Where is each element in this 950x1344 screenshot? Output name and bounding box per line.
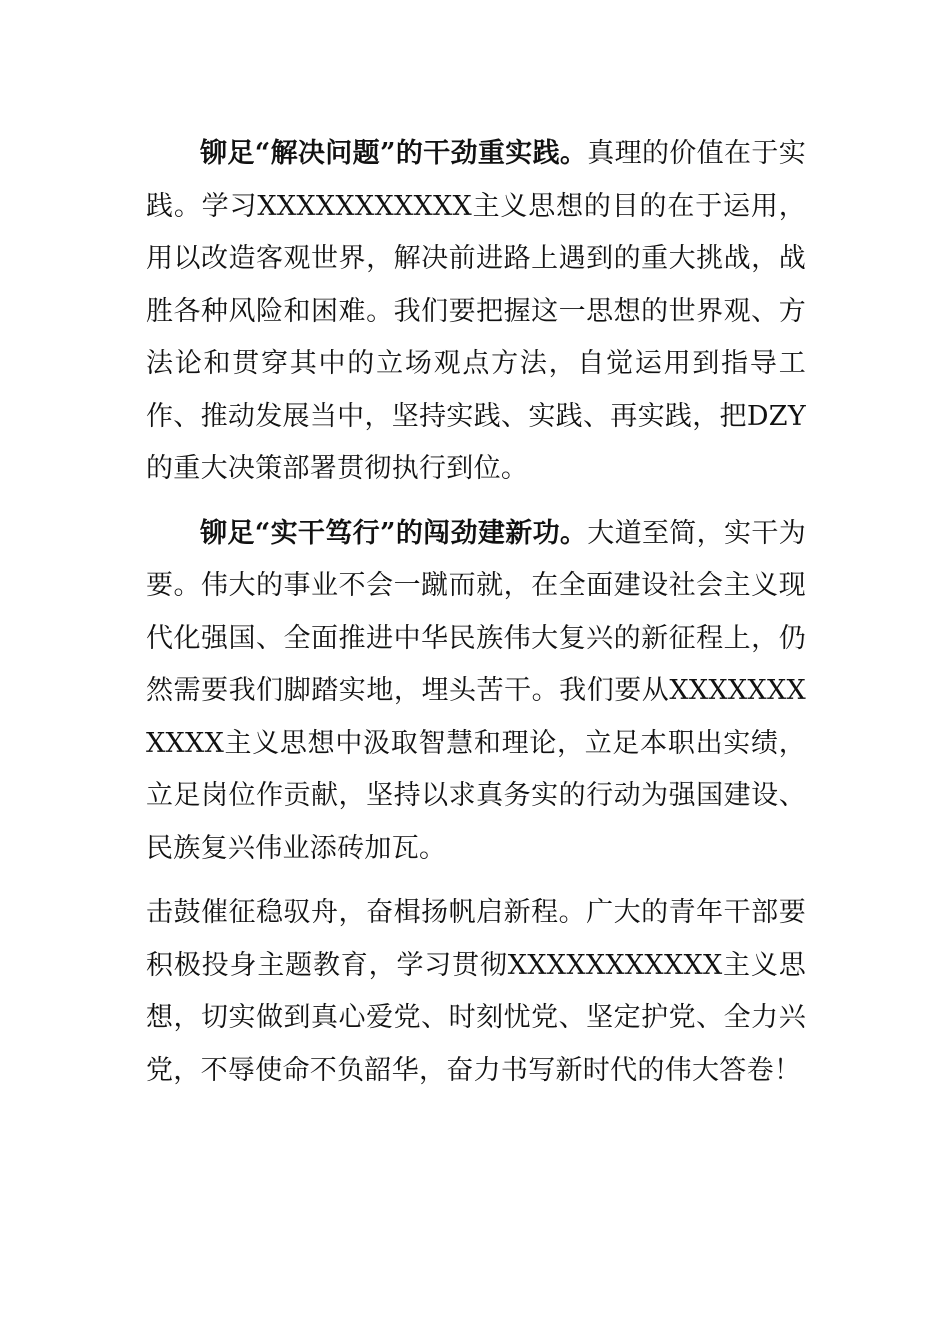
paragraph-heading: 铆足“解决问题”的干劲重实践。 xyxy=(200,138,588,169)
paragraph-practice xyxy=(146,128,806,496)
paragraph-action xyxy=(146,508,806,876)
paragraph-heading: 铆足“实干笃行”的闯劲建新功。 xyxy=(200,517,588,549)
paragraph-conclusion xyxy=(146,887,806,1097)
paragraph-body: 击鼓催征稳驭舟，奋楫扬帆启新程。广大的青年干部要积极投身主题教育，学习贯彻XXXXXXXXXXX主义思想，切实做到真心爱党、时刻忧党、坚定护党、全力兴党，不辱使命不负韶华，奋力书写新时代的伟大答卷！ xyxy=(146,897,806,1086)
paragraph-body: 大道至简，实干为要。伟大的事业不会一蹴而就，在全面建设社会主义现代化强国、全面推进中华民族伟大复兴的新征程上，仍然需要我们脚踏实地，埋头苦干。我们要从XXXXXXXXXXX主义思想中汲取智慧和理论，立足本职出实绩，立足岗位作贡献，坚持以求真务实的行动为强国建设、民族复兴伟业添砖加瓦。 xyxy=(146,517,806,864)
paragraph-body: 真理的价值在于实践。学习XXXXXXXXXXX主义思想的目的在于运用，用以改造客观世界，解决前进路上遇到的重大挑战，战胜各种风险和困难。我们要把握这一思想的世界观、方法论和贯穿其中的立场观点方法，自觉运用到指导工作、推动发展当中，坚持实践、实践、再实践，把DZY的重大决策部署贯彻执行到位。 xyxy=(146,138,806,484)
document-page xyxy=(146,128,806,1109)
